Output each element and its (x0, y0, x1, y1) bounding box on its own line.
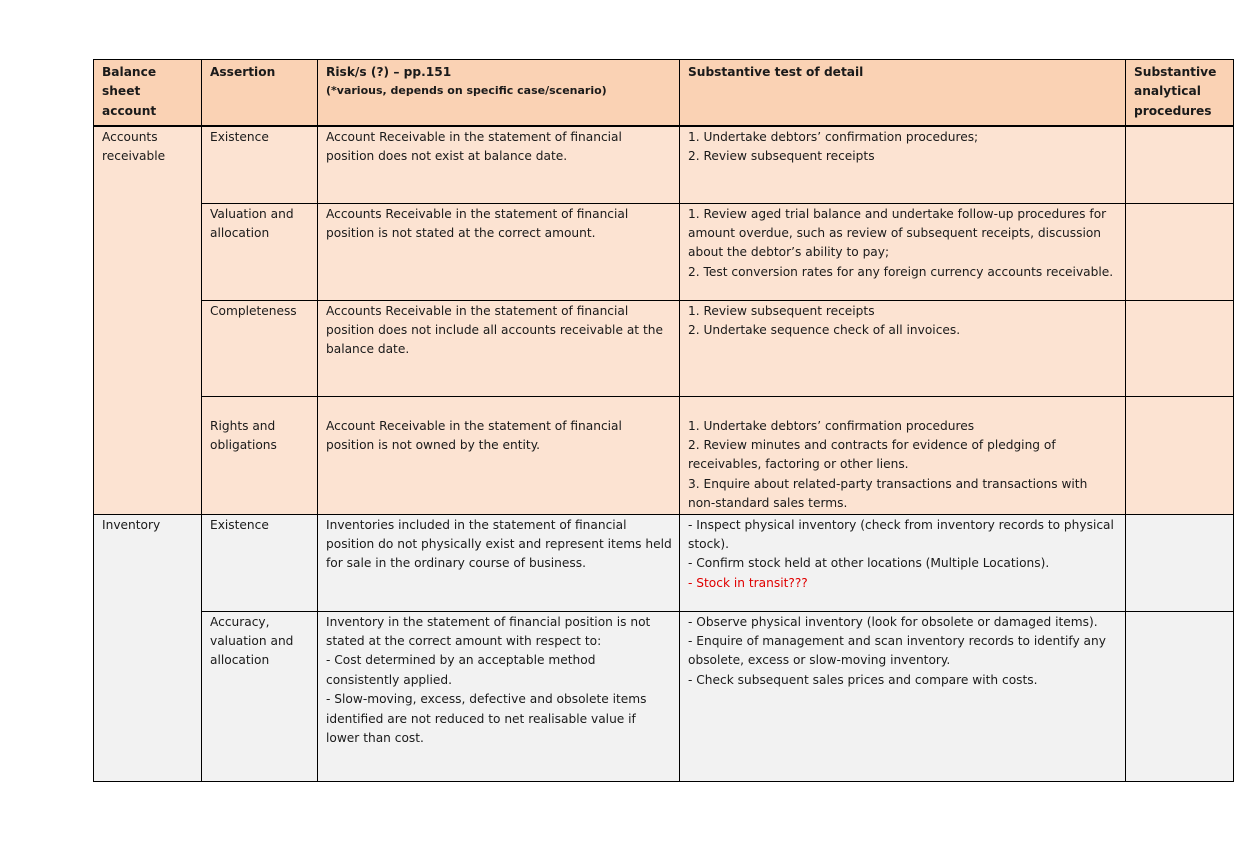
header-risks-title: Risk/s (?) – pp.151 (326, 65, 452, 79)
header-risks (318, 60, 680, 127)
table-row (94, 300, 1234, 396)
test-cell (680, 514, 1126, 611)
test-line: 2. Review minutes and contracts for evidence of pledging of receivables, factoring or other liens. (688, 437, 1056, 472)
test-cell (680, 126, 1126, 203)
assertion-cell: Existence (202, 514, 318, 611)
table-row (94, 514, 1234, 611)
test-line: - Inspect physical inventory (check from inventory records to physical stock). (688, 517, 1114, 551)
assertion-cell: Completeness (202, 300, 318, 396)
header-substantive-analytical-procedures: Substantive analytical procedures (1126, 60, 1234, 127)
analytical-cell (1126, 300, 1234, 396)
test-line: 1. Review aged trial balance and undertake follow-up procedures for amount overdue, such as review of subsequent receipts, discussion about the debtor’s ability to pay; (688, 206, 1107, 260)
assertion-cell: Valuation and allocation (202, 203, 318, 300)
test-line: 2. Undertake sequence check of all invoices. (688, 322, 961, 337)
test-cell (680, 611, 1126, 781)
test-line: 2. Test conversion rates for any foreign currency accounts receivable. (688, 264, 1114, 279)
risk-cell (318, 611, 680, 781)
test-line: 3. Enquire about related-party transactions and transactions with non-standard sales terms. (688, 476, 1088, 511)
analytical-cell (1126, 514, 1234, 611)
table-row (94, 203, 1234, 300)
assertion-cell: Accuracy, valuation and allocation (202, 611, 318, 781)
test-line-highlight: - Stock in transit??? (688, 575, 808, 590)
test-line: 1. Review subsequent receipts (688, 303, 875, 318)
table-row (94, 396, 1234, 514)
risk-line: - Slow-moving, excess, defective and obsolete items identified are not reduced to net realisable value if lower than cost. (326, 692, 647, 745)
risk-line: - Cost determined by an acceptable method consistently applied. (326, 653, 596, 687)
test-cell (680, 300, 1126, 396)
analytical-cell (1126, 203, 1234, 300)
account-cell: Inventory (94, 514, 202, 781)
table-row (94, 126, 1234, 203)
risk-cell: Accounts Receivable in the statement of financial position does not include all accounts receivable at the balance date. (318, 300, 680, 396)
test-line: 1. Undertake debtors’ confirmation procedures; (688, 130, 979, 144)
header-assertion: Assertion (202, 60, 318, 127)
table-row (94, 611, 1234, 781)
header-row (94, 60, 1234, 127)
test-line: - Enquire of management and scan inventory records to identify any obsolete, excess or slow-moving inventory. (688, 633, 1106, 668)
analytical-cell (1126, 126, 1234, 203)
risk-cell: Accounts Receivable in the statement of financial position is not stated at the correct amount. (318, 203, 680, 300)
test-line: - Check subsequent sales prices and compare with costs. (688, 672, 1038, 687)
test-line: - Confirm stock held at other locations (Multiple Locations). (688, 556, 1050, 571)
risk-cell: Inventories included in the statement of financial position do not physically exist and represent items held for sale in the ordinary course of business. (318, 514, 680, 611)
account-cell: Accounts receivable (94, 126, 202, 514)
header-substantive-test-of-detail: Substantive test of detail (680, 60, 1126, 127)
risk-cell: Account Receivable in the statement of financial position is not owned by the entity. (318, 396, 680, 514)
assertion-cell: Rights and obligations (202, 396, 318, 514)
test-cell (680, 396, 1126, 514)
assertion-cell: Existence (202, 126, 318, 203)
test-cell (680, 203, 1126, 300)
risk-cell: Account Receivable in the statement of financial position does not exist at balance date. (318, 126, 680, 203)
header-risks-subtitle: (*various, depends on specific case/scenario) (326, 84, 607, 98)
analytical-cell (1126, 611, 1234, 781)
risk-line: Inventory in the statement of financial position is not stated at the correct amount with respect to: (326, 614, 651, 648)
test-line: 2. Review subsequent receipts (688, 149, 875, 164)
test-line: - Observe physical inventory (look for obsolete or damaged items). (688, 614, 1098, 629)
audit-procedures-table (93, 59, 1234, 782)
analytical-cell (1126, 396, 1234, 514)
test-line: 1. Undertake debtors’ confirmation procedures (688, 418, 975, 433)
header-balance-sheet-account: Balance sheet account (94, 60, 202, 127)
